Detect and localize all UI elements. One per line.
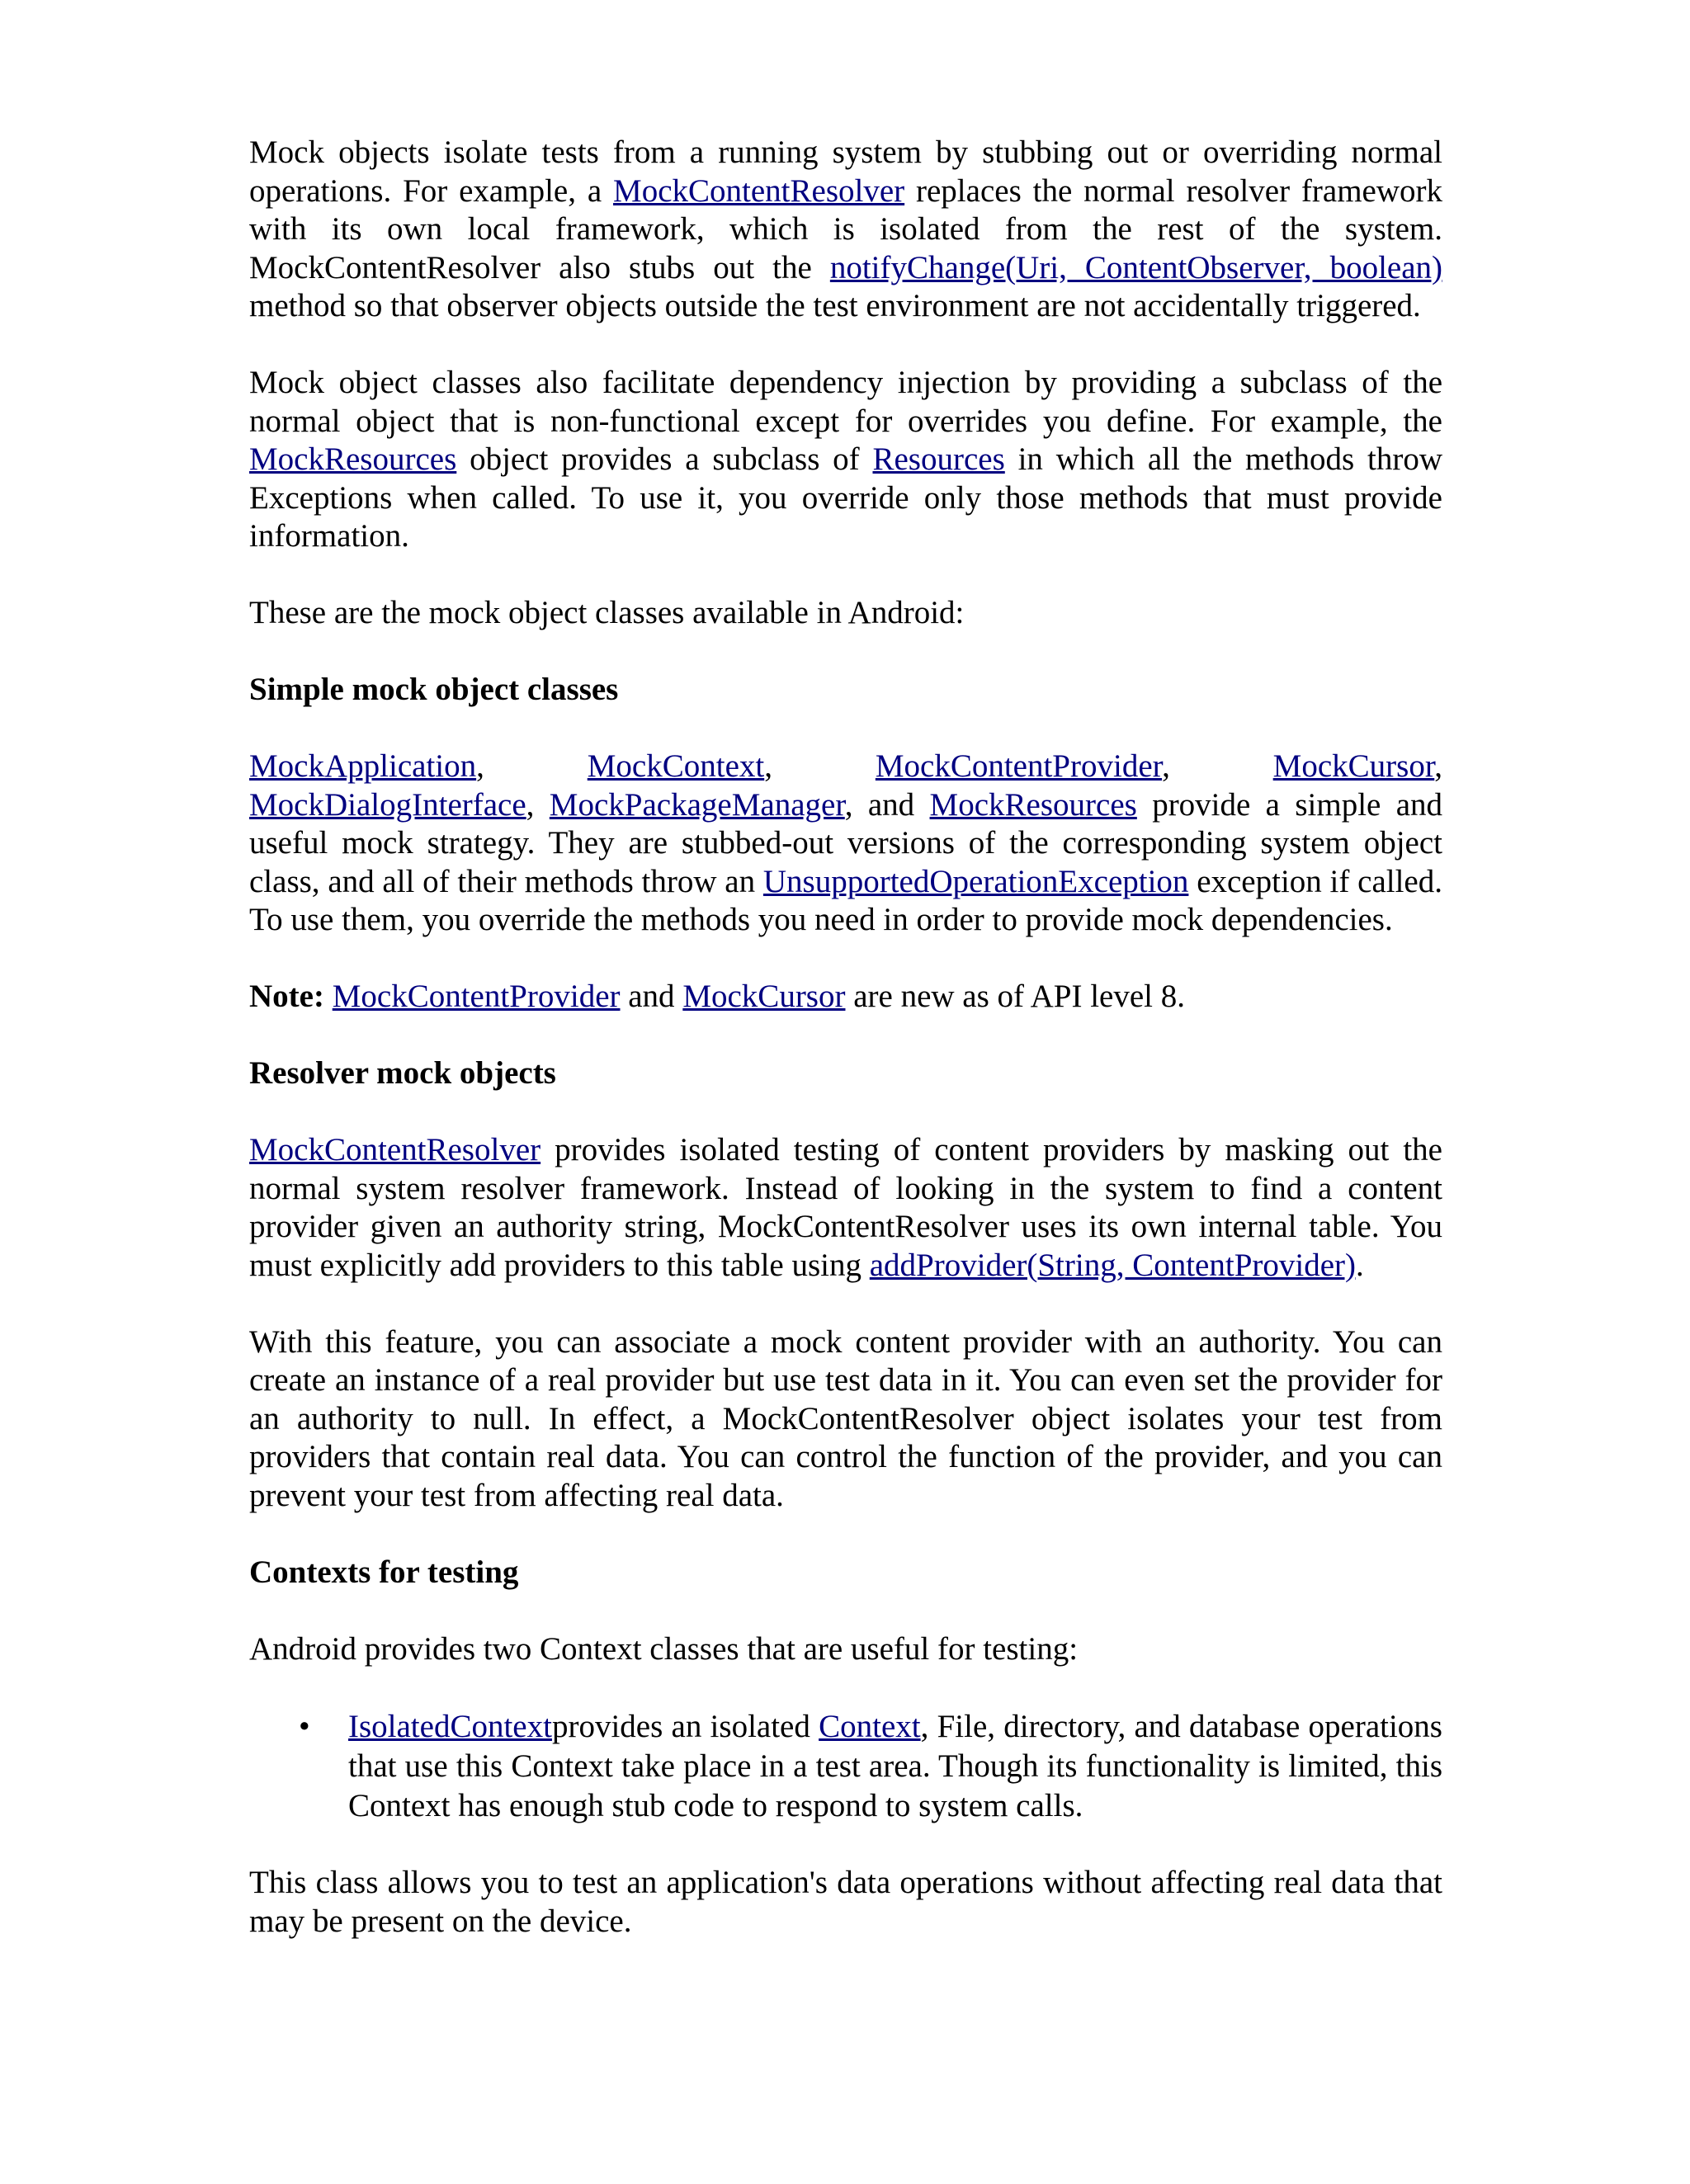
link-mockapplication[interactable]: MockApplication — [249, 748, 477, 784]
link-notifychange[interactable]: notifyChange(Uri, ContentObserver, boolean) — [829, 249, 1443, 285]
bullet-icon: • — [299, 1708, 310, 1744]
text: provides isolated testing of content providers by masking out the normal system resolver framework. Instead of looking in the system to find a content provider given an authority string, MockContentResolver uses its own internal table. You must explicitly add providers to this table using — [249, 1132, 1442, 1283]
text: , — [526, 786, 550, 823]
text: , — [1162, 748, 1273, 784]
text — [324, 979, 333, 1014]
text: , — [476, 748, 588, 784]
text: , File, directory, and database operations that use this Context take place in a test area. Though its functionality is limited, this Context has enough stub code to respond to system calls. — [348, 1708, 1442, 1823]
text: Mock objects isolate tests from a running system by stubbing out or overriding normal operations. For example, a — [249, 134, 1442, 209]
text: replaces the normal resolver framework with its own local framework, which is isolated from the rest of the system. MockContentResolver also stubs out the — [249, 172, 1443, 285]
paragraph-mock-objects-intro — [249, 134, 1442, 326]
link-unsupportedoperationexception[interactable]: UnsupportedOperationException — [762, 863, 1189, 899]
heading-simple-mock-classes: Simple mock object classes — [249, 672, 619, 707]
text: exception if called. To use them, you override the methods you need in order to provide mock dependencies. — [249, 863, 1442, 937]
link-mockcontentprovider[interactable]: MockContentProvider — [875, 748, 1163, 784]
link-context[interactable]: Context — [819, 1708, 921, 1744]
heading-resolver-mock-objects: Resolver mock objects — [249, 1055, 556, 1091]
link-isolatedcontext[interactable]: IsolatedContext — [348, 1708, 552, 1744]
paragraph-simple-mock-classes — [249, 748, 1442, 940]
text: , — [1434, 748, 1443, 784]
note-label: Note: — [249, 979, 324, 1014]
text: Mock object classes also facilitate dependency injection by providing a subclass of the normal object that is non-functional except for overrides you define. For example, the — [249, 365, 1442, 439]
text: provides an isolated — [551, 1708, 819, 1744]
link-mockresources-2[interactable]: MockResources — [929, 786, 1137, 823]
text: object provides a subclass of — [456, 441, 873, 477]
link-mockcontentprovider-note[interactable]: MockContentProvider — [332, 979, 621, 1014]
link-mockpackagemanager[interactable]: MockPackageManager — [549, 786, 845, 823]
link-mockcursor[interactable]: MockCursor — [1272, 748, 1435, 784]
text: in which all the methods throw Exceptions when called. To use it, you override only those methods that must provide information. — [249, 441, 1443, 554]
paragraph-class-allows: This class allows you to test an application's data operations without affecting real data that may be present on the device. — [249, 1865, 1442, 1939]
text: method so that observer objects outside the test environment are not accidentally triggered. — [249, 288, 1421, 323]
link-mockcontentresolver[interactable]: MockContentResolver — [613, 172, 905, 209]
document-body — [249, 134, 1442, 1941]
text: , — [764, 748, 876, 784]
link-resources[interactable]: Resources — [872, 441, 1005, 477]
paragraph-dependency-injection — [249, 364, 1442, 556]
list-item-text — [299, 1707, 1442, 1826]
link-mockresources[interactable]: MockResources — [249, 441, 457, 477]
link-mockcontentresolver-2[interactable]: MockContentResolver — [249, 1132, 541, 1167]
paragraph-resolver — [249, 1131, 1442, 1285]
text: and — [620, 979, 683, 1014]
paragraph-feature: With this feature, you can associate a mock content provider with an authority. You can create an instance of a real provider but use test data in it. You can even set the provider for an authority to null. In effect, a MockContentResolver object isolates your test from providers that contain real data. You can control the function of the provider, and you can prevent your test from affecting real data. — [249, 1323, 1442, 1513]
paragraph-note — [249, 978, 1442, 1017]
link-mockcursor-note[interactable]: MockCursor — [682, 979, 846, 1014]
list-item — [299, 1707, 1442, 1826]
paragraph-contexts-intro: Android provides two Context classes that are useful for testing: — [249, 1630, 1079, 1667]
link-mockcontext[interactable]: MockContext — [587, 748, 765, 784]
context-class-list — [249, 1707, 1442, 1826]
text: provide a simple and useful mock strategy. They are stubbed-out versions of the corresponding system object class, and all of their methods throw an — [249, 786, 1443, 899]
heading-contexts-for-testing: Contexts for testing — [249, 1554, 519, 1590]
paragraph-available-classes: These are the mock object classes available in Android: — [249, 595, 965, 630]
link-addprovider[interactable]: addProvider(String, ContentProvider) — [869, 1247, 1356, 1283]
text: . — [1356, 1247, 1364, 1283]
link-mockdialoginterface[interactable]: MockDialogInterface — [249, 786, 526, 823]
text: are new as of API level 8. — [845, 979, 1186, 1014]
text: , and — [844, 786, 930, 823]
